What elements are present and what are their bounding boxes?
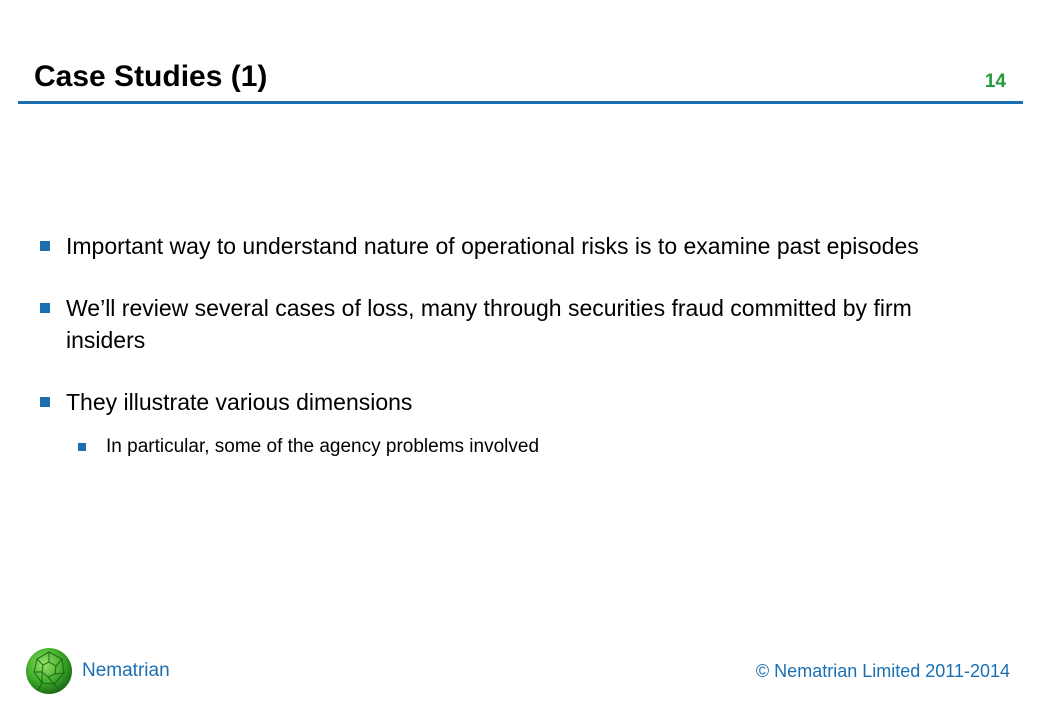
bullet-text: We’ll review several cases of loss, many through securities fraud committed by firm insiders	[66, 295, 912, 353]
footer-copyright: © Nematrian Limited 2011-2014	[755, 661, 1010, 681]
bullet-item	[38, 230, 978, 262]
square-bullet-icon	[78, 443, 86, 451]
square-bullet-icon	[40, 241, 50, 251]
bullet-list	[38, 230, 978, 460]
bullet-item	[38, 386, 978, 418]
bullet-text: Important way to understand nature of operational risks is to examine past episodes	[66, 233, 919, 259]
square-bullet-icon	[40, 397, 50, 407]
footer-brand: Nematrian	[82, 660, 170, 681]
sub-bullet-text: In particular, some of the agency problems involved	[106, 436, 540, 457]
green-dodecahedron-logo-icon	[24, 646, 74, 696]
page-number: 14	[984, 71, 1006, 92]
bullet-text: They illustrate various dimensions	[66, 389, 413, 415]
slide-title: Case Studies (1)	[34, 60, 268, 93]
title-divider	[18, 101, 1023, 104]
sub-bullet-item	[38, 434, 978, 460]
square-bullet-icon	[40, 303, 50, 313]
bullet-item	[38, 292, 978, 356]
